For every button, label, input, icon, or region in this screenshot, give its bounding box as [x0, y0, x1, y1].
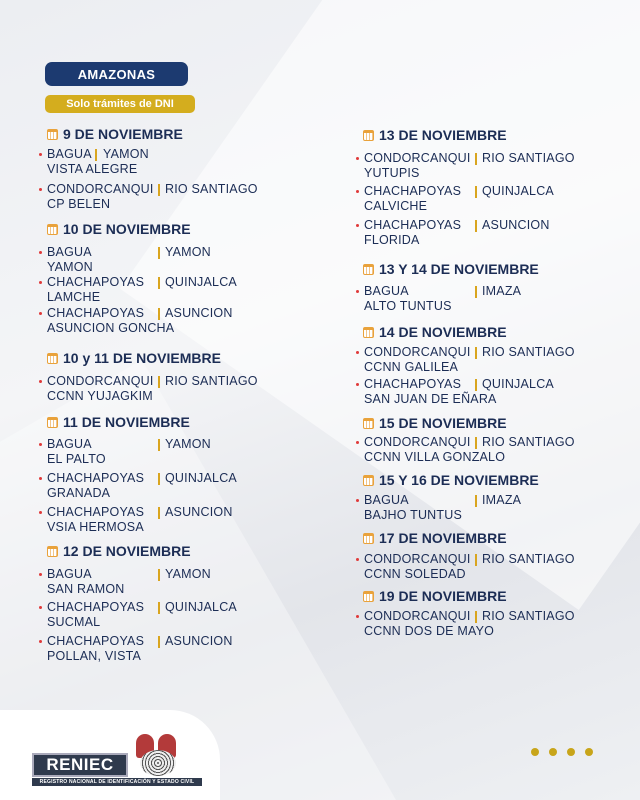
separator [158, 376, 160, 388]
district: YAMON [165, 567, 211, 581]
dot-icon [531, 748, 539, 756]
district: ASUNCION [165, 505, 233, 519]
date-heading: 11 DE NOVIEMBRE [47, 414, 190, 430]
date-heading: 15 Y 16 DE NOVIEMBRE [363, 472, 539, 488]
schedule-entry [364, 151, 575, 181]
schedule-entry [364, 435, 575, 465]
bullet-icon [39, 573, 42, 576]
locality: CALVICHE [364, 199, 428, 213]
bullet-icon [356, 499, 359, 502]
province: BAGUA [364, 493, 409, 507]
district: QUINJALCA [482, 377, 554, 391]
province: CONDORCANQUI [47, 182, 154, 196]
fingerprint-icon [140, 750, 176, 776]
bullet-icon [356, 558, 359, 561]
province: CHACHAPOYAS [47, 505, 145, 519]
dot-icon [567, 748, 575, 756]
calendar-icon [363, 475, 374, 486]
bullet-icon [356, 290, 359, 293]
separator [475, 153, 477, 165]
province: CONDORCANQUI [364, 151, 471, 165]
schedule-entry [47, 634, 233, 664]
district: YAMON [165, 437, 211, 451]
bullet-icon [39, 251, 42, 254]
bullet-icon [39, 606, 42, 609]
separator [475, 347, 477, 359]
province: BAGUA [47, 567, 92, 581]
separator [158, 507, 160, 519]
date-heading: 12 DE NOVIEMBRE [47, 543, 191, 559]
separator [158, 602, 160, 614]
separator [475, 554, 477, 566]
bullet-icon [39, 153, 42, 156]
schedule-entry [47, 505, 233, 535]
calendar-icon [363, 130, 374, 141]
province: CONDORCANQUI [47, 374, 154, 388]
date-heading: 19 DE NOVIEMBRE [363, 588, 507, 604]
locality: YAMON [47, 260, 93, 274]
separator [158, 277, 160, 289]
district: RIO SANTIAGO [482, 345, 575, 359]
district: ASUNCION [165, 306, 233, 320]
locality: POLLAN, VISTA [47, 649, 142, 663]
bullet-icon [356, 441, 359, 444]
district: RIO SANTIAGO [165, 182, 258, 196]
locality: GRANADA [47, 486, 111, 500]
locality: SUCMAL [47, 615, 101, 629]
district: RIO SANTIAGO [482, 151, 575, 165]
bullet-icon [356, 615, 359, 618]
bullet-icon [356, 224, 359, 227]
locality: ASUNCION GONCHA [47, 321, 175, 335]
reniec-logo [32, 720, 202, 786]
schedule-entry [364, 345, 575, 375]
province: BAGUA [47, 437, 92, 451]
province: BAGUA [364, 284, 409, 298]
logo-subtitle: REGISTRO NACIONAL DE IDENTIFICACIÓN Y ESTADO CIVIL [32, 778, 202, 786]
decorative-dots [531, 748, 593, 756]
locality: ALTO TUNTUS [364, 299, 452, 313]
province: CHACHAPOYAS [364, 184, 462, 198]
schedule-entry [47, 600, 237, 630]
separator [475, 495, 477, 507]
locality: BAJHO TUNTUS [364, 508, 463, 522]
region-title: AMAZONAS [45, 62, 188, 86]
bullet-icon [39, 477, 42, 480]
calendar-icon [363, 533, 374, 544]
dni-only-tag: Solo trámites de DNI [45, 95, 195, 113]
locality: SAN RAMON [47, 582, 125, 596]
locality: EL PALTO [47, 452, 106, 466]
province: CHACHAPOYAS [47, 306, 145, 320]
province: BAGUA [47, 147, 92, 161]
district: RIO SANTIAGO [482, 435, 575, 449]
province: CONDORCANQUI [364, 345, 471, 359]
schedule-entry [47, 306, 233, 336]
separator [95, 149, 97, 161]
calendar-icon [363, 418, 374, 429]
logo-wordmark: RENIEC [32, 753, 128, 777]
district: QUINJALCA [165, 275, 237, 289]
schedule-entry [47, 245, 211, 275]
schedule-entry [47, 567, 211, 597]
province: CHACHAPOYAS [47, 275, 145, 289]
schedule-entry [47, 437, 211, 467]
province: CHACHAPOYAS [47, 634, 145, 648]
district: QUINJALCA [482, 184, 554, 198]
district: IMAZA [482, 493, 522, 507]
date-heading: 9 DE NOVIEMBRE [47, 126, 183, 142]
date-heading: 14 DE NOVIEMBRE [363, 324, 507, 340]
locality: CCNN DOS DE MAYO [364, 624, 495, 638]
schedule-entry [364, 284, 522, 314]
bullet-icon [39, 281, 42, 284]
dot-icon [549, 748, 557, 756]
schedule-entry [47, 374, 258, 404]
separator [158, 247, 160, 259]
schedule-entry [364, 184, 554, 214]
district: YAMON [103, 147, 149, 161]
separator [475, 437, 477, 449]
locality: YUTUPIS [364, 166, 420, 180]
bullet-icon [356, 157, 359, 160]
schedule-entry [364, 609, 575, 639]
schedule-entry [364, 377, 554, 407]
separator [475, 611, 477, 623]
district: ASUNCION [165, 634, 233, 648]
district: RIO SANTIAGO [482, 609, 575, 623]
locality: VSIA HERMOSA [47, 520, 144, 534]
schedule-entry [47, 471, 237, 501]
date-heading: 15 DE NOVIEMBRE [363, 415, 507, 431]
separator [158, 439, 160, 451]
calendar-icon [363, 264, 374, 275]
separator [475, 286, 477, 298]
separator [475, 379, 477, 391]
date-heading: 10 y 11 DE NOVIEMBRE [47, 350, 221, 366]
date-heading: 17 DE NOVIEMBRE [363, 530, 507, 546]
district: RIO SANTIAGO [165, 374, 258, 388]
calendar-icon [363, 591, 374, 602]
calendar-icon [47, 129, 58, 140]
schedule-entry [47, 275, 237, 305]
bullet-icon [39, 511, 42, 514]
bullet-icon [356, 351, 359, 354]
locality: CCNN YUJAGKIM [47, 389, 153, 403]
locality: VISTA ALEGRE [47, 162, 138, 176]
calendar-icon [47, 224, 58, 235]
district: QUINJALCA [165, 471, 237, 485]
province: BAGUA [47, 245, 92, 259]
schedule-entry [47, 147, 149, 177]
separator [158, 569, 160, 581]
district: ASUNCION [482, 218, 550, 232]
bullet-icon [39, 188, 42, 191]
locality: SAN JUAN DE EÑARA [364, 392, 497, 406]
locality: CCNN SOLEDAD [364, 567, 466, 581]
locality: LAMCHE [47, 290, 101, 304]
bullet-icon [39, 312, 42, 315]
locality: CCNN GALILEA [364, 360, 459, 374]
calendar-icon [47, 353, 58, 364]
schedule-entry [364, 552, 575, 582]
locality: CCNN VILLA GONZALO [364, 450, 506, 464]
bullet-icon [356, 383, 359, 386]
schedule-entry [47, 182, 258, 212]
province: CONDORCANQUI [364, 552, 471, 566]
district: RIO SANTIAGO [482, 552, 575, 566]
date-heading: 13 Y 14 DE NOVIEMBRE [363, 261, 539, 277]
separator [475, 186, 477, 198]
calendar-icon [47, 417, 58, 428]
district: IMAZA [482, 284, 522, 298]
bullet-icon [356, 190, 359, 193]
district: QUINJALCA [165, 600, 237, 614]
province: CONDORCANQUI [364, 609, 471, 623]
calendar-icon [363, 327, 374, 338]
province: CHACHAPOYAS [364, 377, 462, 391]
bullet-icon [39, 640, 42, 643]
district: YAMON [165, 245, 211, 259]
province: CONDORCANQUI [364, 435, 471, 449]
schedule-entry [364, 493, 522, 523]
dot-icon [585, 748, 593, 756]
bullet-icon [39, 443, 42, 446]
bullet-icon [39, 380, 42, 383]
date-heading: 10 DE NOVIEMBRE [47, 221, 191, 237]
locality: CP BELEN [47, 197, 111, 211]
province: CHACHAPOYAS [47, 600, 145, 614]
separator [158, 184, 160, 196]
schedule-entry [364, 218, 550, 248]
date-heading: 13 DE NOVIEMBRE [363, 127, 507, 143]
separator [158, 308, 160, 320]
province: CHACHAPOYAS [47, 471, 145, 485]
separator [158, 473, 160, 485]
separator [475, 220, 477, 232]
separator [158, 636, 160, 648]
locality: FLORIDA [364, 233, 420, 247]
province: CHACHAPOYAS [364, 218, 462, 232]
calendar-icon [47, 546, 58, 557]
